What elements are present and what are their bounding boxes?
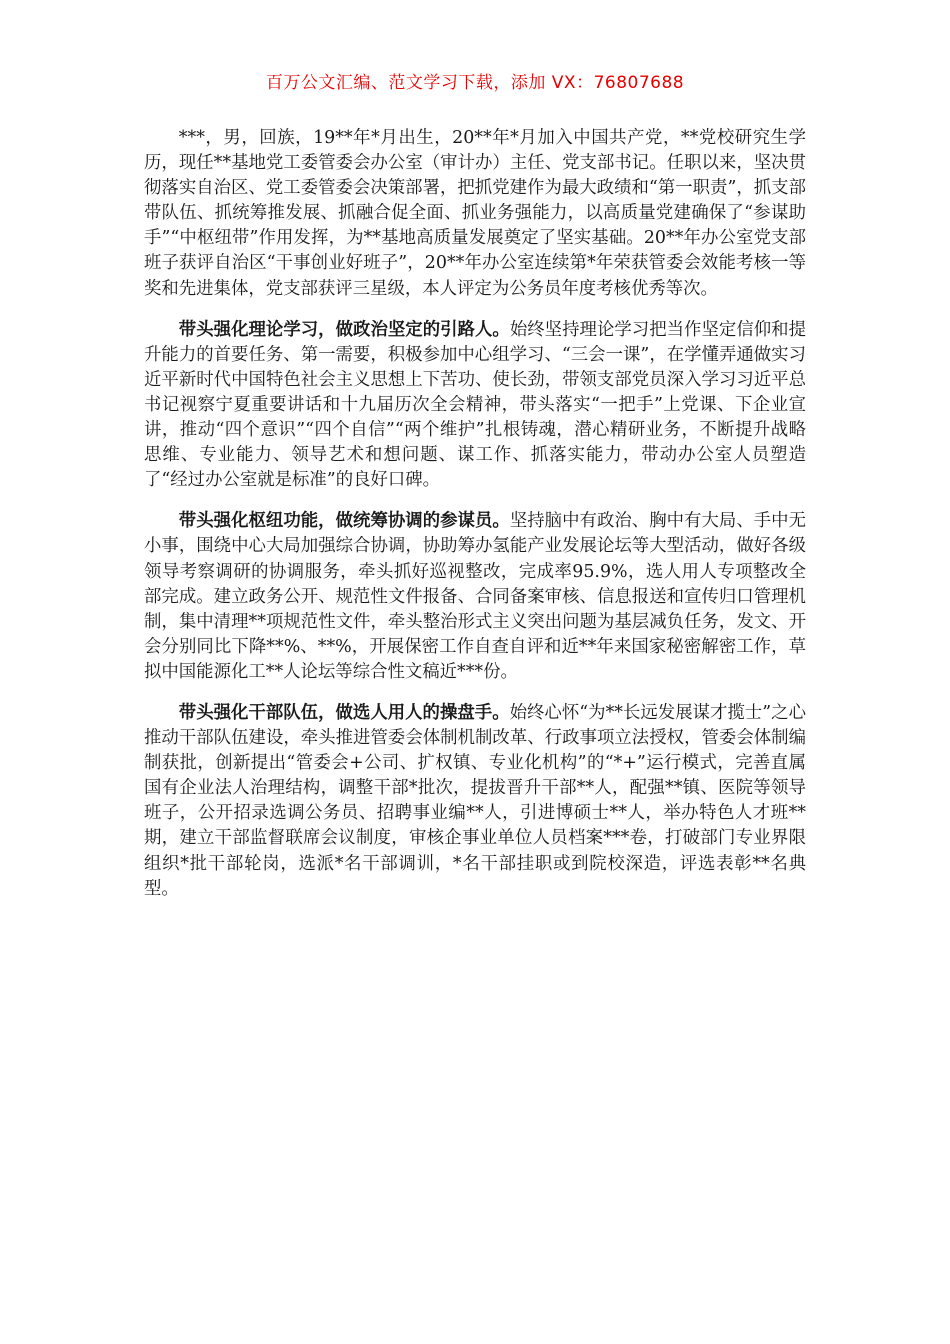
paragraph-theory-study [144,318,806,494]
paragraph-text: 坚持脑中有政治、胸中有大局、手中无小事，围绕中心大局加强综合协调，协助筹办氢能产业发展论坛等大型活动，做好各级领导考察调研的协调服务，牵头抓好巡视整改，完成率95.9%，选人用人专项整改全部完成。建立政务公开、规范性文件报备、合同备案审核、信息报送和宣传归口管理机制，集中清理**项规范性文件，牵头整治形式主义突出问题为基层减负任务，发文、开会分别同比下降**%、**%，开展保密工作自查自评和近**年来国家秘密解密工作，草拟中国能源化工**人论坛等综合性文稿近***份。 [144,511,806,682]
paragraph-intro [144,126,806,302]
paragraph-text: ***，男，回族，19**年*月出生，20**年*月加入中国共产党，**党校研究生学历，现任**基地党工委管委会办公室（审计办）主任、党支部书记。任职以来，坚决贯彻落实自治区、党工委管委会决策部署，把抓党建作为最大政绩和“第一职责”，抓支部带队伍、抓统筹推发展、抓融合促全面、抓业务强能力，以高质量党建确保了“参谋助手”“中枢纽带”作用发挥，为**基地高质量发展奠定了坚实基础。20**年办公室党支部班子获评自治区“干事创业好班子”，20**年办公室连续第*年荣获管委会效能考核一等奖和先进集体，党支部获评三星级，本人评定为公务员年度考核优秀等次。 [144,128,806,299]
paragraph-cadre-team [144,701,806,902]
paragraph-lead: 带头强化理论学习，做政治坚定的引路人。 [178,319,510,340]
paragraph-hub-function [144,509,806,685]
paragraph-lead: 带头强化枢纽功能，做统筹协调的参谋员。 [178,511,510,532]
paragraph-lead: 带头强化干部队伍，做选人用人的操盘手。 [178,702,510,723]
paragraph-text: 始终心怀“为**长远发展谋才揽士”之心推动干部队伍建设，牵头推进管委会体制机制改革、行政事项立法授权，管委会体制编制获批，创新提出“管委会+公司、扩权镇、专业化机构”的“*+”运行模式，完善直属国有企业法人治理结构，调整干部*批次，提拔晋升干部**人，配强**镇、医院等领导班子，公开招录选调公务员、招聘事业编**人，引进博硕士**人，举办特色人才班**期，建立干部监督联席会议制度，审核企事业单位人员档案***卷，打破部门专业界限组织*批干部轮岗，选派*名干部调训，*名干部挂职或到院校深造，评选表彰**名典型。 [144,702,806,899]
paragraph-text: 始终坚持理论学习把当作坚定信仰和提升能力的首要任务、第一需要，积极参加中心组学习、“三会一课”，在学懂弄通做实习近平新时代中国特色社会主义思想上下苦功、使长劲，带领支部党员深入学习习近平总书记视察宁夏重要讲话和十九届历次全会精神，带头落实“一把手”上党课、下企业宣讲，推动“四个意识”“四个自信”“两个维护”扎根铸魂，潜心精研业务，不断提升战略思维、专业能力、领导艺术和想问题、谋工作、抓落实能力，带动办公室人员塑造了“经过办公室就是标准”的良好口碑。 [144,319,806,491]
watermark-header: 百万公文汇编、范文学习下载，添加 VX：76807688 [265,73,685,93]
document-body [144,126,806,918]
